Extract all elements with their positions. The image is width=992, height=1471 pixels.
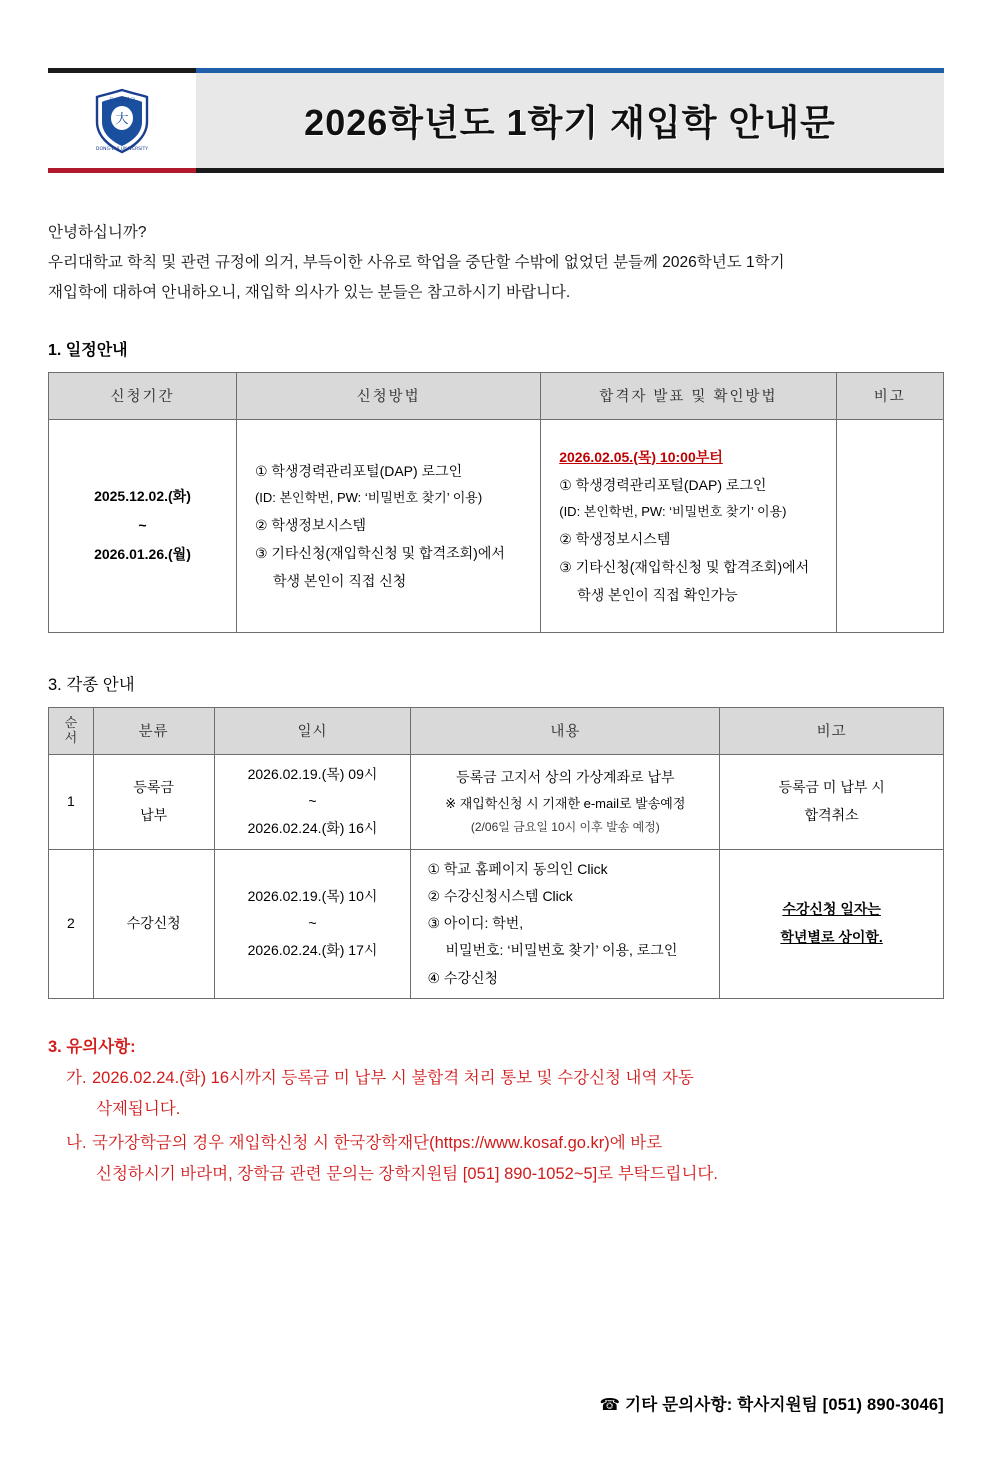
cell-order-2: 2 (49, 849, 94, 998)
cell-remark (836, 419, 943, 632)
notice-1-body (92, 1063, 944, 1124)
footer-contact (600, 1391, 944, 1415)
document-page (0, 68, 992, 1471)
page-title: 2026학년도 1학기 재입학 안내문 (304, 102, 836, 143)
table-row (49, 849, 944, 998)
content-1-line-1: 등록금 고지서 상의 가상계좌로 납부 (456, 768, 675, 785)
info-table-header-row (49, 707, 944, 754)
result-step-3: ③ 기타신청(재입학신청 및 합격조회)에서 (559, 558, 810, 575)
section-3-heading: 3. 유의사항: (48, 1038, 136, 1057)
col-category: 분류 (93, 707, 214, 754)
section-1-heading: 1. 일정안내 (48, 341, 128, 359)
cell-content-1 (411, 754, 720, 849)
cell-result-method (541, 419, 836, 632)
info-table (48, 707, 944, 999)
method-step-1: ① 학생경력관리포털(DAP) 로그인 (254, 462, 463, 479)
remark-1-line-1: 등록금 미 납부 시 (778, 779, 885, 796)
schedule-table-header-row (49, 372, 944, 419)
crest-area (48, 68, 196, 173)
notice-list (66, 1063, 944, 1189)
datetime-2-end: 2026.02.24.(화) 17시 (247, 942, 378, 959)
notice-2-label: 나. (66, 1134, 87, 1153)
intro-line-2: 우리대학교 학칙 및 관련 규정에 의거, 부득이한 사유로 학업을 중단할 수밖에 없었던 분들께 2026학년도 1학기 (48, 254, 785, 272)
table-row (49, 419, 944, 632)
footer-contact-text: 기타 문의사항: 학사지원팀 [051) 890-3046] (625, 1396, 944, 1414)
banner-title-area (196, 68, 944, 173)
period-tilde: ~ (138, 516, 147, 533)
datetime-1-tilde: ~ (308, 792, 317, 809)
remark-2-line-1: 수강신청 일자는 (782, 901, 881, 918)
svg-text:大: 大 (115, 111, 129, 127)
datetime-2-tilde: ~ (308, 915, 317, 932)
list-item (66, 1063, 944, 1124)
cell-remark-2 (720, 849, 944, 998)
cell-datetime-2 (214, 849, 411, 998)
intro-line-1: 안녕하십니까? (48, 224, 147, 241)
notice-2-line-1: 국가장학금의 경우 재입학신청 시 한국장학재단(https://www.kosaf.go.kr)에 바로 (92, 1134, 663, 1153)
col-application-method: 신청방법 (236, 372, 540, 419)
content-2-line-2: ② 수강신청시스템 Click (427, 887, 573, 904)
telephone-icon: ☎ (599, 1396, 621, 1414)
remark-2-line-2: 학년별로 상이함. (780, 928, 883, 945)
col-datetime: 일시 (214, 707, 411, 754)
cell-application-period (49, 419, 237, 632)
schedule-table (48, 372, 944, 633)
notice-2-body (92, 1128, 944, 1189)
cell-category-2: 수강신청 (93, 849, 214, 998)
col-result-announcement: 합격자 발표 및 확인방법 (541, 372, 836, 419)
section-2-heading: 3. 각종 안내 (48, 675, 135, 694)
cell-order-1: 1 (49, 754, 94, 849)
col-remark: 비고 (720, 707, 944, 754)
header-banner (48, 68, 944, 173)
notice-1-label: 가. (66, 1069, 87, 1088)
col-remark: 비고 (836, 372, 943, 419)
result-step-2: ② 학생정보시스템 (559, 530, 671, 547)
cell-content-2 (411, 849, 720, 998)
content-2-line-5: ④ 수강신청 (427, 969, 498, 986)
period-start: 2025.12.02.(화) (94, 487, 191, 504)
notice-2-line-2: 신청하시기 바라며, 장학금 관련 문의는 장학지원팀 [051] 890-1052~5]로 부탁드립니다. (96, 1164, 718, 1183)
content-2-line-4: 비밀번호: ‘비밀번호 찾기’ 이용, 로그인 (445, 942, 678, 959)
svg-text:동의대학교: 동의대학교 (108, 97, 136, 104)
content-2-line-1: ① 학교 홈페이지 동의인 Click (427, 860, 608, 877)
datetime-2-start: 2026.02.19.(목) 10시 (247, 887, 378, 904)
result-credentials: (ID: 본인학번, PW: ‘비밀번호 찾기’ 이용) (559, 503, 787, 519)
col-order: 순서 (49, 707, 94, 754)
method-step-3: ③ 기타신청(재입학신청 및 합격조회)에서 (254, 544, 505, 561)
cell-datetime-1 (214, 754, 411, 849)
notice-1-line-2: 삭제됩니다. (96, 1099, 181, 1118)
category-1-line-1: 등록금 (133, 779, 174, 796)
period-end: 2026.01.26.(월) (94, 546, 191, 563)
result-open-time: 2026.02.05.(목) 10:00부터 (559, 448, 723, 465)
col-application-period: 신청기간 (49, 372, 237, 419)
cell-remark-1 (720, 754, 944, 849)
intro-paragraph (48, 218, 944, 309)
remark-1-line-2: 합격취소 (804, 806, 859, 823)
result-step-3-cont: 학생 본인이 직접 확인가능 (577, 586, 738, 603)
col-content: 내용 (411, 707, 720, 754)
category-1-line-2: 납부 (140, 806, 168, 823)
notice-1-line-1: 2026.02.24.(화) 16시까지 등록금 미 납부 시 불합격 처리 통보 및 수강신청 내역 자동 (92, 1069, 694, 1088)
intro-line-3: 재입학에 대하여 안내하오니, 재입학 의사가 있는 분들은 참고하시기 바랍니다. (48, 284, 571, 302)
content-1-line-2: ※ 재입학신청 시 기재한 e-mail로 발송예정 (445, 795, 686, 811)
method-step-3-cont: 학생 본인이 직접 신청 (272, 572, 407, 589)
datetime-1-start: 2026.02.19.(목) 09시 (247, 765, 378, 782)
university-crest-icon (93, 88, 151, 154)
method-credentials: (ID: 본인학번, PW: ‘비밀번호 찾기’ 이용) (254, 489, 483, 505)
method-step-2: ② 학생정보시스템 (254, 516, 367, 533)
content-2-line-3: ③ 아이디: 학번, (427, 915, 524, 932)
result-step-1: ① 학생경력관리포털(DAP) 로그인 (559, 476, 767, 493)
datetime-1-end: 2026.02.24.(화) 16시 (247, 820, 378, 837)
svg-text:DONG-EUI UNIVERSITY: DONG-EUI UNIVERSITY (95, 146, 149, 152)
list-item (66, 1128, 944, 1189)
content-1-line-3: (2/06일 금요일 10시 이후 발송 예정) (470, 820, 660, 835)
cell-application-method (236, 419, 540, 632)
table-row (49, 754, 944, 849)
cell-category-1 (93, 754, 214, 849)
